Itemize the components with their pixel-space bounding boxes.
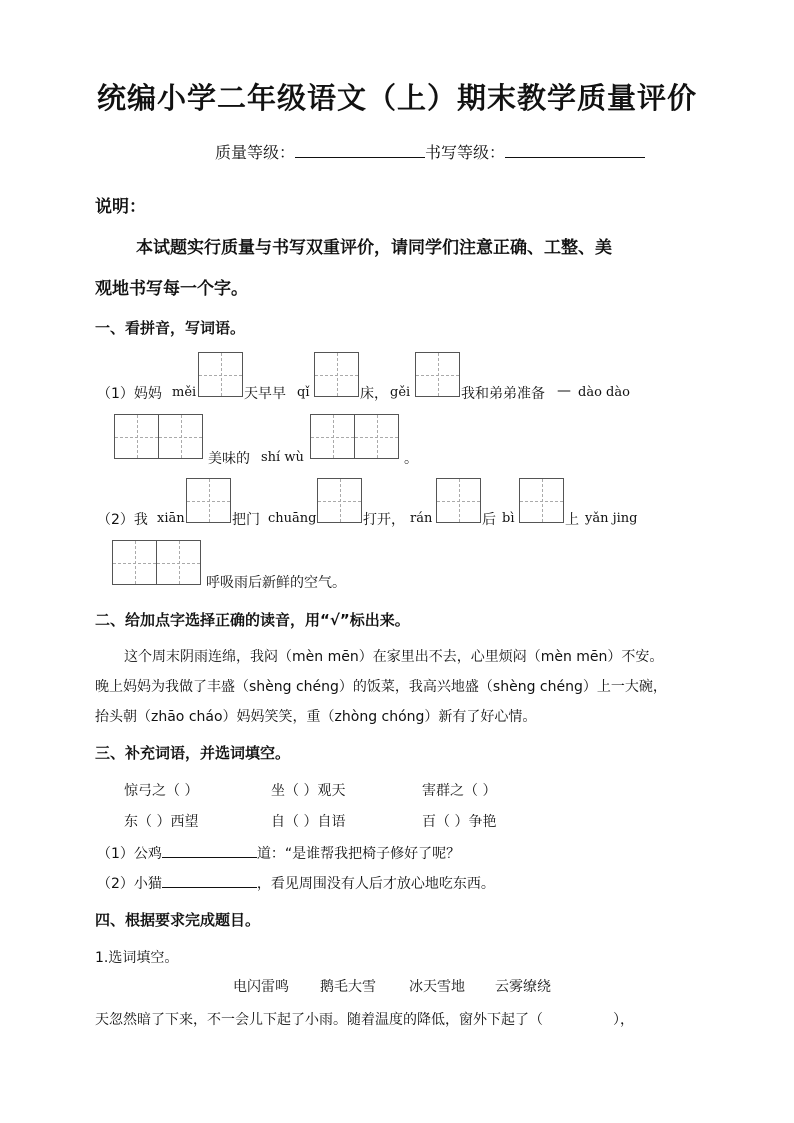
idiom-item[interactable]: 坐（ ）观天 — [271, 783, 346, 799]
writing-cell[interactable] — [158, 414, 203, 459]
q2-pinyin-3: rán — [410, 511, 433, 526]
q2-pinyin-1: xiān — [157, 511, 185, 526]
section4-heading: 四、根据要求完成题目。 — [95, 911, 261, 929]
quality-grade-blank[interactable] — [295, 141, 425, 158]
writing-cell[interactable] — [310, 414, 355, 459]
writing-cell[interactable] — [156, 540, 201, 585]
fill-question-1-start: （1）公鸡 — [97, 846, 162, 862]
section2-line-2: 晚上妈妈为我做了丰盛（shèng chéng）的饭菜，我高兴地盛（shèng chéng）上一大碗， — [95, 679, 667, 695]
fill-question-2 — [97, 873, 495, 893]
writing-grid[interactable] — [314, 352, 358, 397]
intro-line-2: 观地书写每一个字。 — [95, 279, 248, 299]
q1-text-4: 我和弟弟准备 — [461, 386, 545, 402]
grade-line — [215, 140, 645, 163]
section4-sub-1: 1.选词填空。 — [95, 950, 179, 966]
q2-text-2: 把门 — [232, 512, 260, 528]
fill-question-1-end: 道：“是谁帮我把椅子修好了呢？ — [256, 846, 461, 862]
idiom-item[interactable]: 东（ ）西望 — [124, 814, 199, 830]
q2-text-6: 呼吸雨后新鲜的空气。 — [206, 575, 346, 591]
q2-text-5: 上 — [565, 512, 579, 528]
idiom-item[interactable]: 自（ ）自语 — [271, 814, 346, 830]
writing-grid[interactable] — [310, 414, 398, 459]
writing-grid[interactable] — [114, 414, 202, 459]
q1-pinyin-4: dào dào — [578, 385, 630, 400]
writing-cell[interactable] — [314, 352, 359, 397]
sentence-end: ）， — [613, 1012, 634, 1028]
writing-cell[interactable] — [519, 478, 564, 523]
section4-sentence — [95, 1009, 634, 1029]
fill-blank[interactable] — [162, 843, 257, 858]
q1-text-3: 床， — [360, 386, 388, 402]
intro-line-1: 本试题实行质量与书写双重评价，请同学们注意正确、工整、美 — [136, 238, 612, 258]
idiom-item[interactable]: 害群之（ ） — [422, 783, 497, 799]
writing-cell[interactable] — [186, 478, 231, 523]
idiom-item[interactable]: 百（ ）争艳 — [422, 814, 497, 830]
q1-pinyin-5: shí wù — [261, 450, 304, 465]
word-option: 鹅毛大雪 — [320, 979, 376, 995]
writing-grid[interactable] — [198, 352, 242, 397]
fill-blank[interactable] — [162, 873, 257, 888]
q1-text-5: 美味的 — [208, 451, 250, 467]
writing-grid[interactable] — [317, 478, 361, 523]
writing-cell[interactable] — [317, 478, 362, 523]
q1-text-6: 。 — [404, 451, 418, 467]
sentence-start: 天忽然暗了下来，不一会儿下起了小雨。随着温度的降低，窗外下起了（ — [95, 1012, 543, 1028]
page-title: 统编小学二年级语文（上）期末教学质量评价 — [96, 81, 697, 115]
intro-heading: 说明： — [95, 197, 146, 217]
writing-cell[interactable] — [436, 478, 481, 523]
q1-pinyin-2: qǐ — [297, 385, 310, 400]
q2-pinyin-5: yǎn jing — [585, 511, 638, 526]
section2-line-3: 抬头朝（zhāo cháo）妈妈笑笑，重（zhòng chóng）新有了好心情。 — [95, 709, 537, 725]
writing-grade-blank[interactable] — [505, 141, 645, 158]
q2-pinyin-2: chuāng — [268, 511, 317, 526]
idiom-item[interactable]: 惊弓之（ ） — [124, 783, 199, 799]
writing-grade-label: 书写等级： — [425, 143, 506, 162]
q1-pinyin-3: gěi — [390, 385, 411, 400]
section3-heading: 三、补充词语，并选词填空。 — [95, 744, 291, 762]
quality-grade-label: 质量等级： — [215, 143, 296, 162]
writing-cell[interactable] — [114, 414, 159, 459]
writing-cell[interactable] — [198, 352, 243, 397]
word-option: 冰天雪地 — [409, 979, 465, 995]
section2-line-1: 这个周末阴雨连绵，我闷（mèn mēn）在家里出不去，心里烦闷（mèn mēn）不安。 — [124, 649, 664, 665]
writing-grid[interactable] — [112, 540, 200, 585]
q1-pinyin-1: měi — [172, 385, 197, 400]
writing-grid[interactable] — [519, 478, 563, 523]
fill-question-2-start: （2）小猫 — [97, 876, 162, 892]
q1-dash: — — [557, 383, 571, 399]
q2-text-4: 后 — [482, 512, 496, 528]
q2-text-3: 打开， — [363, 512, 405, 528]
writing-cell[interactable] — [354, 414, 399, 459]
q1-text-1: （1）妈妈 — [97, 386, 162, 402]
fill-question-2-end: ，看见周围没有人后才放心地吃东西。 — [256, 876, 495, 892]
q2-pinyin-4: bì — [502, 511, 515, 526]
q2-text-1: （2）我 — [97, 512, 148, 528]
writing-cell[interactable] — [112, 540, 157, 585]
section1-heading: 一、看拼音，写词语。 — [95, 319, 246, 337]
fill-question-1 — [97, 843, 460, 863]
writing-grid[interactable] — [415, 352, 459, 397]
section2-heading: 二、给加点字选择正确的读音，用“√”标出来。 — [95, 611, 410, 629]
writing-grid[interactable] — [186, 478, 230, 523]
writing-grid[interactable] — [436, 478, 480, 523]
word-option: 电闪雷鸣 — [233, 979, 289, 995]
word-option: 云雾缭绕 — [495, 979, 551, 995]
writing-cell[interactable] — [415, 352, 460, 397]
q1-text-2: 天早早 — [244, 386, 286, 402]
